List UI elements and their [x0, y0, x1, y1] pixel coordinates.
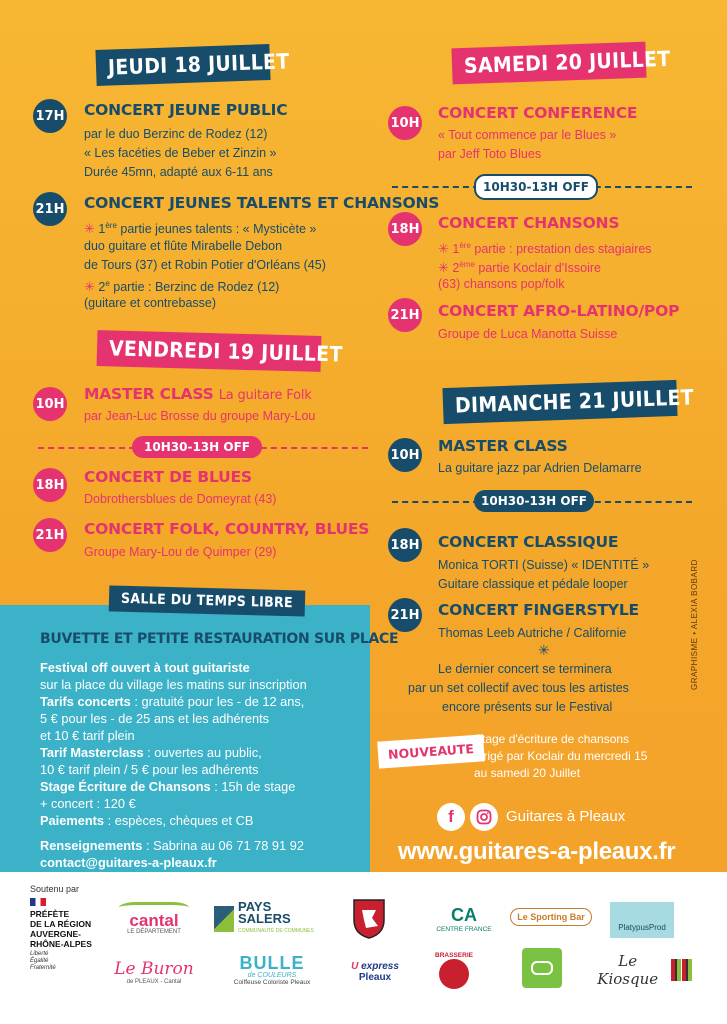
asterisk-icon: ✳	[84, 221, 95, 237]
instagram-icon[interactable]	[470, 803, 498, 831]
event-line: ✳ 1ère partie : prestation des stagiaires	[438, 241, 652, 257]
credit-agricole-logo: CA CENTRE FRANCE	[436, 905, 492, 933]
time-badge: 21H	[388, 598, 422, 632]
time-badge: 21H	[33, 192, 67, 226]
prefecture-logo: PRÉFÈTE DE LA RÉGION AUVERGNE- RHÔNE-ALPES Liberté Égalité Fraternité	[30, 898, 100, 972]
website-link[interactable]: www.guitares-a-pleaux.fr	[398, 838, 676, 865]
sporting-bar-logo: Le Sporting Bar	[508, 897, 594, 937]
friday-banner	[97, 330, 343, 372]
brasserie-logo: BRASSERIE	[432, 945, 476, 995]
pays-salers-logo: PAYS SALERS COMMUNAUTÉ DE COMMUNES	[214, 900, 314, 938]
event-line: par le duo Berzinc de Rodez (12)	[84, 127, 268, 141]
asterisk-icon: ✳	[84, 279, 95, 295]
info-line: 10 € tarif plein / 5 € pour les adhérents	[40, 762, 259, 777]
venue-banner: SALLE DU TEMPS LIBRE	[109, 585, 306, 616]
thursday-banner-text: JEUDI 18 JUILLET	[107, 49, 290, 80]
event-line: Groupe de Luca Manotta Suisse	[438, 327, 618, 341]
saturday-banner-text: SAMEDI 20 JUILLET	[463, 46, 671, 78]
bulle-logo: BULLE de COULEURS Coiffeuse Coloriste Pleaux	[233, 952, 311, 986]
closing-line: encore présents sur le Festival	[442, 700, 613, 714]
sunday-banner	[442, 380, 695, 424]
info-line: Renseignements : Sabrina au 06 71 78 91 92	[40, 838, 304, 853]
event-line: Monica TORTI (Suisse) « IDENTITÉ »	[438, 558, 650, 572]
info-line: Stage Écriture de Chansons : 15h de stage	[40, 779, 296, 794]
sunday-banner-text: DIMANCHE 21 JUILLET	[454, 385, 695, 418]
flag-icon	[30, 898, 46, 906]
event-title: MASTER CLASS La guitare Folk	[84, 385, 312, 403]
event-line: La guitare jazz par Adrien Delamarre	[438, 461, 642, 475]
design-credit: GRAPHISME • ALEXIA BOBARD	[690, 559, 699, 690]
saturday-banner	[451, 42, 671, 85]
event-line: Dobrothersblues de Domeyrat (43)	[84, 492, 277, 506]
time-badge: 18H	[388, 212, 422, 246]
event-title: CONCERT FINGERSTYLE	[438, 601, 639, 619]
event-line: Thomas Leeb Autriche / Californie	[438, 626, 627, 640]
leaf-icon	[531, 961, 553, 975]
time-badge: 10H	[33, 387, 67, 421]
thursday-banner	[95, 44, 290, 86]
time-badge: 21H	[33, 518, 67, 552]
closing-line: par un set collectif avec tous les artistes	[408, 681, 629, 695]
event-line: Guitare classique et pédale looper	[438, 577, 628, 591]
event-title: CONCERT JEUNES TALENTS ET CHANSONS	[84, 194, 440, 212]
time-badge: 10H	[388, 106, 422, 140]
info-line: Tarifs concerts : gratuité pour les - de 12 ans,	[40, 694, 305, 709]
books-icon	[671, 959, 692, 981]
event-title: CONCERT CLASSIQUE	[438, 533, 619, 551]
sponsor-footer	[0, 872, 727, 1024]
nouveaute-line: Stage d'écriture de chansons	[474, 732, 630, 746]
event-line: par Jean-Luc Brosse du groupe Mary-Lou	[84, 409, 316, 423]
event-title: CONCERT AFRO-LATINO/POP	[438, 302, 680, 320]
cantal-logo: cantal LE DÉPARTEMENT	[110, 896, 198, 940]
event-title: CONCERT CONFERENCE	[438, 104, 638, 122]
event-line: « Les facéties de Beber et Zinzin »	[84, 146, 277, 160]
event-title: CONCERT DE BLUES	[84, 468, 252, 486]
asterisk-icon: ✳	[438, 241, 449, 257]
event-title: MASTER CLASS	[438, 437, 568, 455]
info-line: + concert : 120 €	[40, 796, 136, 811]
platypus-logo: PlatypusProd	[610, 902, 674, 938]
event-line: par Jeff Toto Blues	[438, 147, 542, 161]
facebook-icon[interactable]: f	[437, 803, 465, 831]
time-badge: 10H	[388, 438, 422, 472]
nouveaute-badge: NOUVEAUTE	[377, 734, 485, 768]
event-line: « Tout commence par le Blues »	[438, 128, 617, 142]
time-badge: 18H	[388, 528, 422, 562]
time-badge: 21H	[388, 298, 422, 332]
shield-logo	[352, 898, 386, 940]
time-badge: 17H	[33, 99, 67, 133]
event-line: ✳ 2ème partie Koclair d'Issoire	[438, 260, 601, 276]
nouveaute-line: dirigé par Koclair du mercredi 15	[474, 749, 648, 763]
soutenu-label: Soutenu par	[30, 884, 80, 894]
event-line: ✳ 1ère partie jeunes talents : « Mysticète »	[84, 221, 317, 237]
info-line: Paiements : espèces, chèques et CB	[40, 813, 254, 828]
info-line: 5 € pour les - de 25 ans et les adhérents	[40, 711, 270, 726]
info-line: et 10 € tarif plein	[40, 728, 135, 743]
kiosque-logo: Le Kiosque	[588, 950, 692, 990]
contact-email[interactable]: contact@guitares-a-pleaux.fr	[40, 855, 217, 870]
off-pill: 10H30-13H OFF	[474, 174, 598, 200]
green-logo	[522, 948, 562, 988]
asterisk-icon: ✳	[438, 260, 449, 276]
info-line: Tarif Masterclass : ouvertes au public,	[40, 745, 262, 760]
event-line: (guitare et contrebasse)	[84, 296, 217, 310]
event-line: duo guitare et flûte Mirabelle Debon	[84, 239, 283, 253]
info-line: sur la place du village les matins sur inscription	[40, 677, 307, 692]
closing-line: Le dernier concert se terminera	[438, 662, 612, 676]
social-name[interactable]: Guitares à Pleaux	[506, 808, 626, 825]
info-heading: BUVETTE ET PETITE RESTAURATION SUR PLACE	[40, 631, 399, 647]
u-express-logo: U express Pleaux	[351, 961, 399, 983]
event-title: CONCERT CHANSONS	[438, 214, 620, 232]
event-line: Durée 45mn, adapté aux 6-11 ans	[84, 165, 273, 179]
nouveaute-line: au samedi 20 Juillet	[474, 766, 581, 780]
off-pill: 10H30-13H OFF	[474, 490, 594, 512]
event-line: de Tours (37) et Robin Potier d'Orléans (45)	[84, 258, 326, 272]
event-line: (63) chansons pop/folk	[438, 277, 565, 291]
time-badge: 18H	[33, 468, 67, 502]
event-line: ✳ 2e partie : Berzinc de Rodez (12)	[84, 279, 280, 295]
friday-banner-text: VENDREDI 19 JUILLET	[108, 336, 343, 367]
brasserie-emblem-icon	[439, 959, 469, 989]
info-line: Festival off ouvert à tout guitariste	[40, 660, 250, 675]
event-line: Groupe Mary-Lou de Quimper (29)	[84, 545, 277, 559]
event-title: CONCERT JEUNE PUBLIC	[84, 101, 288, 119]
off-pill: 10H30-13H OFF	[132, 436, 262, 458]
asterisk-icon: ✳	[538, 642, 550, 658]
event-title: CONCERT FOLK, COUNTRY, BLUES	[84, 520, 370, 538]
buron-logo: Le Buron de PLEAUX - Cantal	[114, 959, 194, 985]
